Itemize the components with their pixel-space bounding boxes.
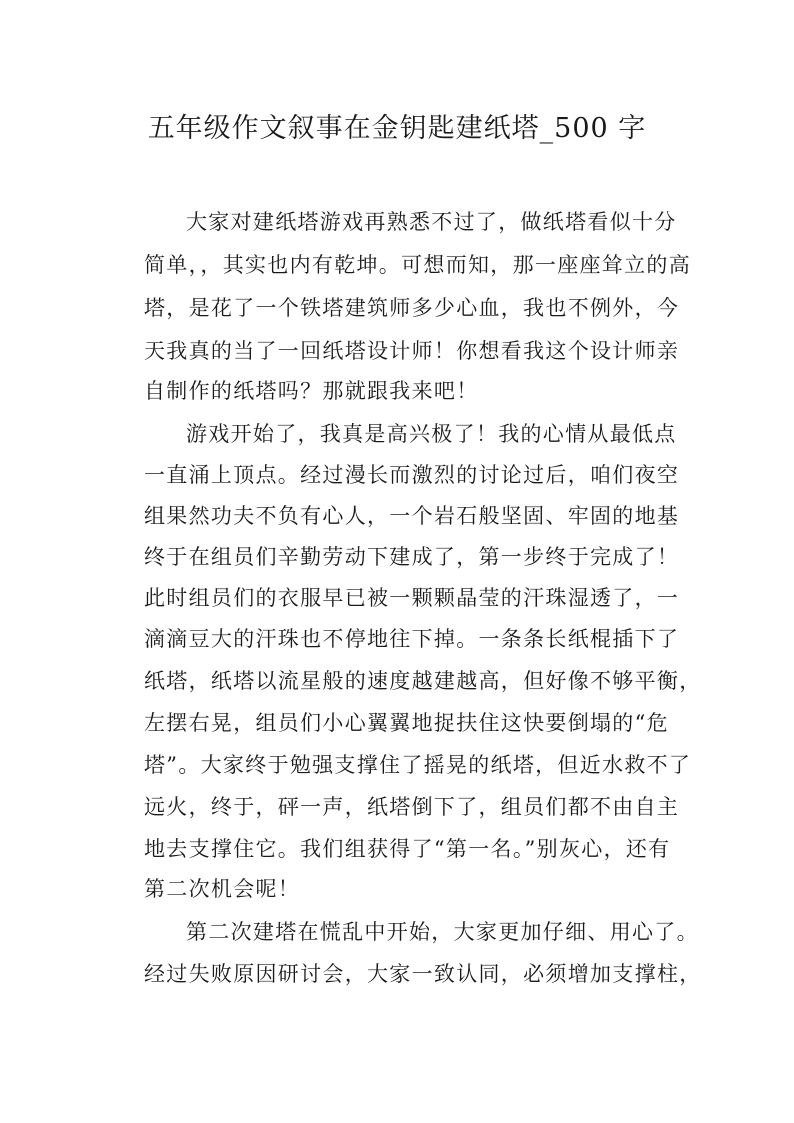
- paragraph-1-line-4: 天我真的当了一回纸塔设计师！你想看我这个设计师亲: [144, 339, 680, 363]
- paragraph-2-line-11: 地去支撑住它。我们组获得了“第一名。”别灰心，还有: [144, 837, 671, 861]
- paragraph-1-line-1: 大家对建纸塔游戏再熟悉不过了，做纸塔看似十分: [186, 210, 677, 234]
- paragraph-2-line-5: 此时组员们的衣服早已被一颗颗晶莹的汗珠湿透了，一: [144, 586, 680, 610]
- paragraph-2-line-4: 终于在组员们辛勤劳动下建成了，第一步终于完成了！: [144, 545, 680, 569]
- paragraph-1-line-2: 简单，，其实也内有乾坤。可想而知，那一座座耸立的高: [144, 253, 691, 277]
- paragraph-2-line-10: 远火，终于，砰一声，纸塔倒下了，组员们都不由自主: [144, 795, 680, 819]
- paragraph-2-line-9: 塔”。大家终于勉强支撑住了摇晃的纸塔，但近水救不了: [144, 753, 692, 777]
- paragraph-2-line-12: 第二次机会呢！: [144, 877, 301, 901]
- paragraph-1-line-5: 自制作的纸塔吗？那就跟我来吧！: [144, 379, 479, 403]
- paragraph-2-line-8: 左摆右晃，组员们小心翼翼地捉扶住这快要倒塌的“危: [144, 711, 669, 735]
- paragraph-1-line-3: 塔，是花了一个铁塔建筑师多少心血，我也不例外，今: [144, 296, 680, 320]
- paragraph-2-line-1: 游戏开始了，我真是高兴极了！我的心情从最低点: [186, 422, 677, 446]
- paragraph-3-line-1: 第二次建塔在慌乱中开始，大家更加仔细、用心了。: [186, 920, 699, 944]
- document-title: 五年级作文叙事在金钥匙建纸塔_500 字: [147, 113, 647, 144]
- paragraph-2-line-2: 一直涌上顶点。经过漫长而激烈的讨论过后，咱们夜空: [144, 463, 680, 487]
- paragraph-2-line-6: 滴滴豆大的汗珠也不停地往下掉。一条条长纸棍插下了: [144, 627, 680, 651]
- paragraph-2-line-3: 组果然功夫不负有心人，一个岩石般坚固、牢固的地基: [144, 504, 680, 528]
- paragraph-3-line-2: 经过失败原因研讨会，大家一致认同，必须增加支撑柱，: [144, 962, 702, 986]
- paragraph-2-line-7: 纸塔，纸塔以流星般的速度越建越高，但好像不够平衡，: [144, 669, 702, 693]
